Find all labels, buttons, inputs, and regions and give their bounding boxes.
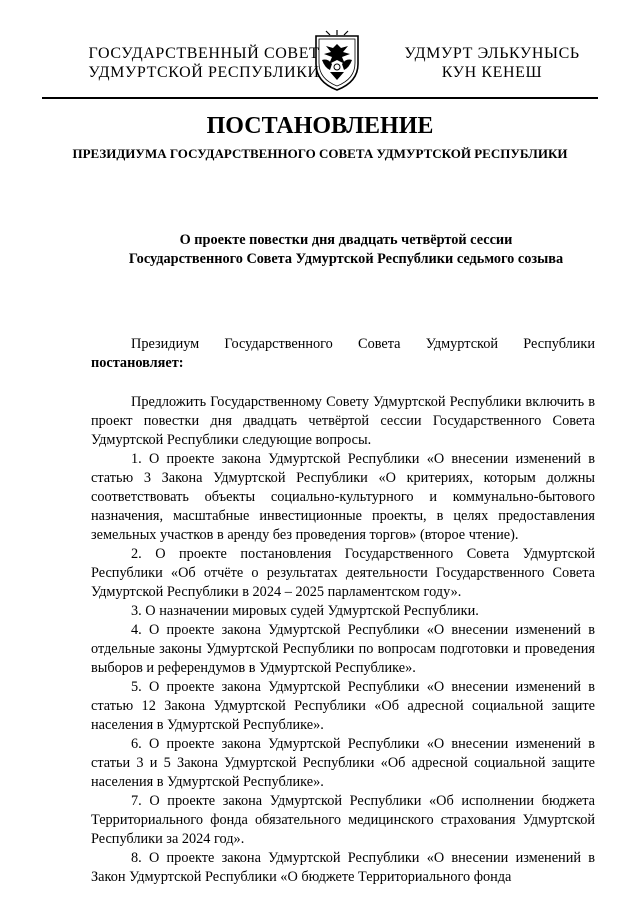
agenda-item: 8. О проекте закона Удмуртской Республики «О внесении изменений в Закон Удмуртской Республики «О бюджете Территориального фонда xyxy=(91,850,595,885)
agenda-item: 6. О проекте закона Удмуртской Республики «О внесении изменений в статьи 3 и 5 Закона Удмуртской Республики «Об адресной социальной защите населения в Удмуртской Республике». xyxy=(91,736,595,790)
document-subtitle: ПРЕЗИДИУМА ГОСУДАРСТВЕННОГО СОВЕТА УДМУРТСКОЙ РЕСПУБЛИКИ xyxy=(72,146,568,161)
header-left-block xyxy=(88,44,320,82)
subject-line1: О проекте повестки дня двадцать четвёртой сессии xyxy=(179,232,513,248)
agenda-item: 7. О проекте закона Удмуртской Республики «Об исполнении бюджета Территориального фонда обязательного медицинского страхования Удмуртской Республики за 2024 год». xyxy=(91,793,595,847)
agenda-item: 5. О проекте закона Удмуртской Республики «О внесении изменений в статью 12 Закона Удмуртской Республики «Об адресной социальной защите населения в Удмуртской Республике». xyxy=(91,679,595,733)
header-right-line1: УДМУРТ ЭЛЬКУНЫСЬ xyxy=(404,45,580,62)
header-left-line1: ГОСУДАРСТВЕННЫЙ СОВЕТ xyxy=(88,45,320,62)
agenda-item: 4. О проекте закона Удмуртской Республики «О внесении изменений в отдельные законы Удмуртской Республики по вопросам подготовки и проведения выборов и референдумов в Удмуртской Республике». xyxy=(91,622,595,676)
intro-paragraph: Предложить Государственному Совету Удмуртской Республики включить в проект повестки дня двадцать четвёртой сессии Государственного Совета Удмуртской Республики следующие вопросы. xyxy=(91,394,595,448)
header-right-block xyxy=(392,44,592,82)
document-title: ПОСТАНОВЛЕНИЕ xyxy=(206,113,434,139)
agenda-item: 2. О проекте постановления Государственного Совета Удмуртской Республики «Об отчёте о результатах деятельности Государственного Совета Удмуртской Республики в 2024 – 2025 парламентском году». xyxy=(91,546,595,600)
udmurt-coat-of-arms-icon xyxy=(312,30,362,92)
header-left-line2: УДМУРТСКОЙ РЕСПУБЛИКИ xyxy=(88,64,320,81)
preamble-text: Президиум Государственного Совета Удмуртской Республики xyxy=(131,336,595,352)
header-right-line2: КУН КЕНЕШ xyxy=(441,64,543,81)
document-body xyxy=(91,335,595,887)
agenda-item: 3. О назначении мировых судей Удмуртской Республики. xyxy=(131,603,479,619)
subject-line2: Государственного Совета Удмуртской Республики седьмого созыва xyxy=(128,251,564,267)
agenda-list xyxy=(91,450,595,887)
header-divider xyxy=(42,97,598,99)
preamble-bold: постановляет: xyxy=(91,355,184,371)
document-subject xyxy=(90,231,602,269)
agenda-item: 1. О проекте закона Удмуртской Республики «О внесении изменений в статью 3 Закона Удмуртской Республики «О критериях, которым должны соответствовать объекты социально-культурного и коммунально-бытового назначения, масштабные инвестиционные проекты, в целях предоставления земельных участков в аренду без проведения торгов» (второе чтение). xyxy=(91,451,595,543)
